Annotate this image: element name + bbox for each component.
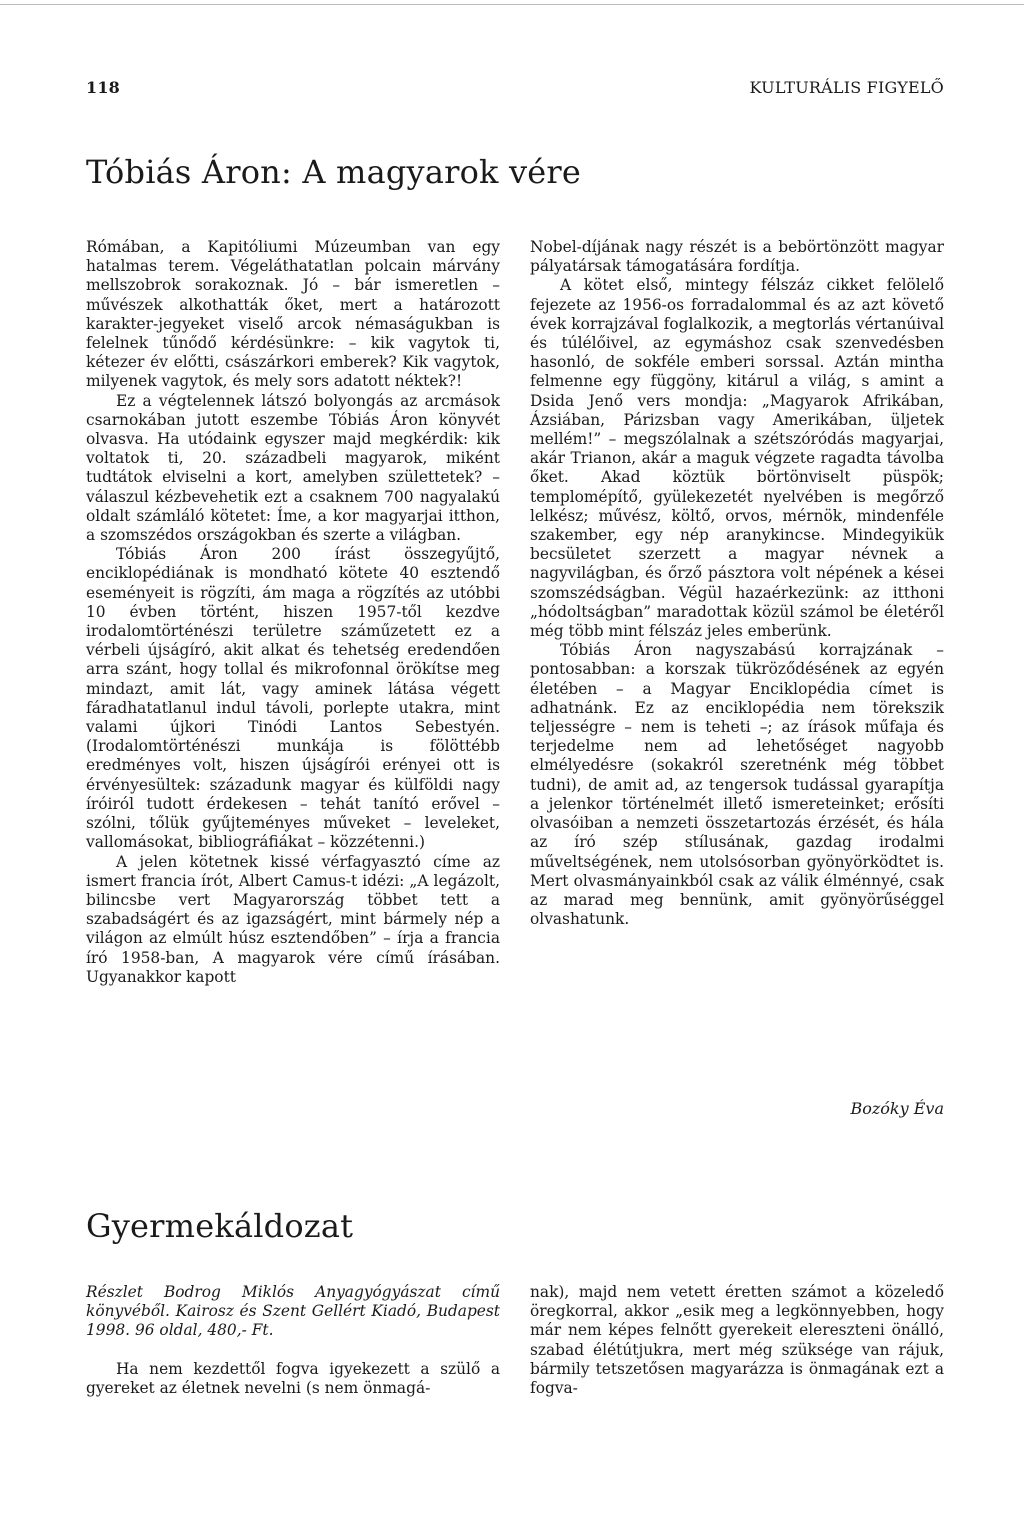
paragraph: Tóbiás Áron 200 írást összegyűjtő, enciklopédiának is mondható kötete 40 esztendő eseményeit is rögzíti, ám maga a rögzítés az utóbbi 10 évben történt, hiszen 1957-től kezdve irodalomtörténészi területre száműzetett ez a vérbeli újságíró, akit alkat és tehetség eredendően arra szánt, hogy tollal és mikrofonnal örökítse meg mindazt, amit lát, vagy aminek látása végett fáradhatatlanul indul távoli, porlepte utakra, mint valami újkori Tinódi Lantos Sebestyén. (Irodalomtörténészi munkája is fölöttébb eredményes volt, hiszen újságírói erényei ott is érvényesültek: századunk magyar és külföldi nagy íróiról tudott érdekesen – tehát tanító erővel – szólni, tőlük gyűjteményes műveket – leveleket, vallomásokat, bibliográfiákat – közzétenni.) [86,545,500,852]
paragraph: Nobel-díjának nagy részét is a bebörtönzött magyar pályatársak támogatására fordítja. [530,238,944,276]
second-article-column-right [530,1283,944,1398]
source-note: Részlet Bodrog Miklós Anyagyógyászat című könyvéből. Kairosz és Szent Gellért Kiadó, Budapest 1998. 96 oldal, 480,- Ft. [86,1283,500,1340]
page-number: 118 [86,78,120,97]
paragraph: nak), majd nem vetett éretten számot a közeledő öregkorral, akkor „esik meg a legkönnyebben, hogy már nem képes felnőtt gyerekeit elereszteni önálló, szabad élétútjukra, mert még szüksége van rájuk, bármily tetszetősen magyarázza is önmagának ezt a fogva- [530,1283,944,1398]
article-column-left [86,238,500,987]
article-title: Tóbiás Áron: A magyarok vére [86,153,582,191]
paragraph: Rómában, a Kapitóliumi Múzeumban van egy hatalmas terem. Végeláthatatlan polcain márvány mellszobrok sorakoznak. Jó – bár ismeretlen – művészek alkothatták őket, mert a határozott karakter-jegyeket viselő arcok némaságukban is felelnek tűnődő kérdésünkre: – kik vagytok ti, kétezer év előtti, császárkori emberek? Kik vagytok, milyenek vagytok, és mely sors adatott néktek?! [86,238,500,391]
paragraph: Ha nem kezdettől fogva igyekezett a szülő a gyereket az életnek nevelni (s nem önmagá- [86,1359,500,1397]
section-title: KULTURÁLIS FIGYELŐ [749,78,944,97]
article-column-right [530,238,944,929]
author-signature: Bozóky Éva [850,1099,944,1118]
paragraph: Ez a végtelennek látszó bolyongás az arcmások csarnokában jutott eszembe Tóbiás Áron könyvét olvasva. Ha utódaink egyszer majd megkérdik: kik voltatok ti, 20. századbeli magyarok, miként tudtátok elviselni a kort, amelyben születtetek? – válaszul kézbevehetik ezt a csaknem 700 nagyalakú oldalt számláló kötetet: Íme, a kor magyarjai itthon, a szomszédos országokban és szerte a világban. [86,391,500,545]
top-rule [0,4,1024,5]
second-article-title: Gyermekáldozat [86,1207,354,1245]
paragraph: A jelen kötetnek kissé vérfagyasztó címe az ismert francia írót, Albert Camus-t idézi: „A legázolt, bilincsbe vert Magyarország többet tett a szabadságért és az igazságért, mint bármely nép a világon az elmúlt húsz esztendőben” – írja a francia író 1958-ban, A magyarok vére című írásában. Ugyanakkor kapott [86,852,500,986]
second-article-column-left [86,1283,500,1398]
paragraph: Tóbiás Áron nagyszabású korrajzának – pontosabban: a korszak tükröződésének az egyén életében – a Magyar Enciklopédia címet is adhatnánk. Ez az enciklopédia nem törekszik teljességre – nem is teheti –; az írások műfaja és terjedelme nem ad lehetőséget nagyobb elmélyedésre (sokakról szeretnénk még többet tudni), de amit ad, az tengersok tudással gyarapítja a jelenkor történelmét illető ismereteinket; erősíti olvasóiban a nemzeti összetartozás érzését, és hála az író szép stílusának, gazdag irodalmi műveltségének, nem utolsósorban gyönyörködtet is. Mert olvasmányainkból csak az válik élménnyé, csak az marad meg bennünk, amit gyönyörűséggel olvashatunk. [530,641,944,929]
paragraph: A kötet első, mintegy félszáz cikket felölelő fejezete az 1956-os forradalommal és az azt követő évek korrajzával foglalkozik, a megtorlás vértanúival és túlélőivel, az egymáshoz csak szenvedésben hasonló, de sokféle emberi sorssal. Aztán mintha felmenne egy függöny, kitárul a világ, s amint a Dsida Jenő vers mondja: „Magyarok Afrikában, Ázsiában, Párizsban vagy Amerikában, üljetek mellém!” – megszólalnak a szétszóródás magyarjai, akár Trianon, akár a maguk végzete ragadta távolba őket. Akad köztük börtönviselt püspök; templomépítő, gyülekezetét nyelvében is megőrző lelkész; művész, költő, orvos, mérnök, mindenféle szakember, egy nép aranykincse. Mindegyikük becsületet szerzett a magyar névnek a nagyvilágban, és őrző pásztora volt népének a kései szomszédságban. Végül hazaérkezünk: az itthoni „hódoltságban” maradottak közül számol be életéről még több mint félszáz jeles emberünk. [530,276,944,641]
